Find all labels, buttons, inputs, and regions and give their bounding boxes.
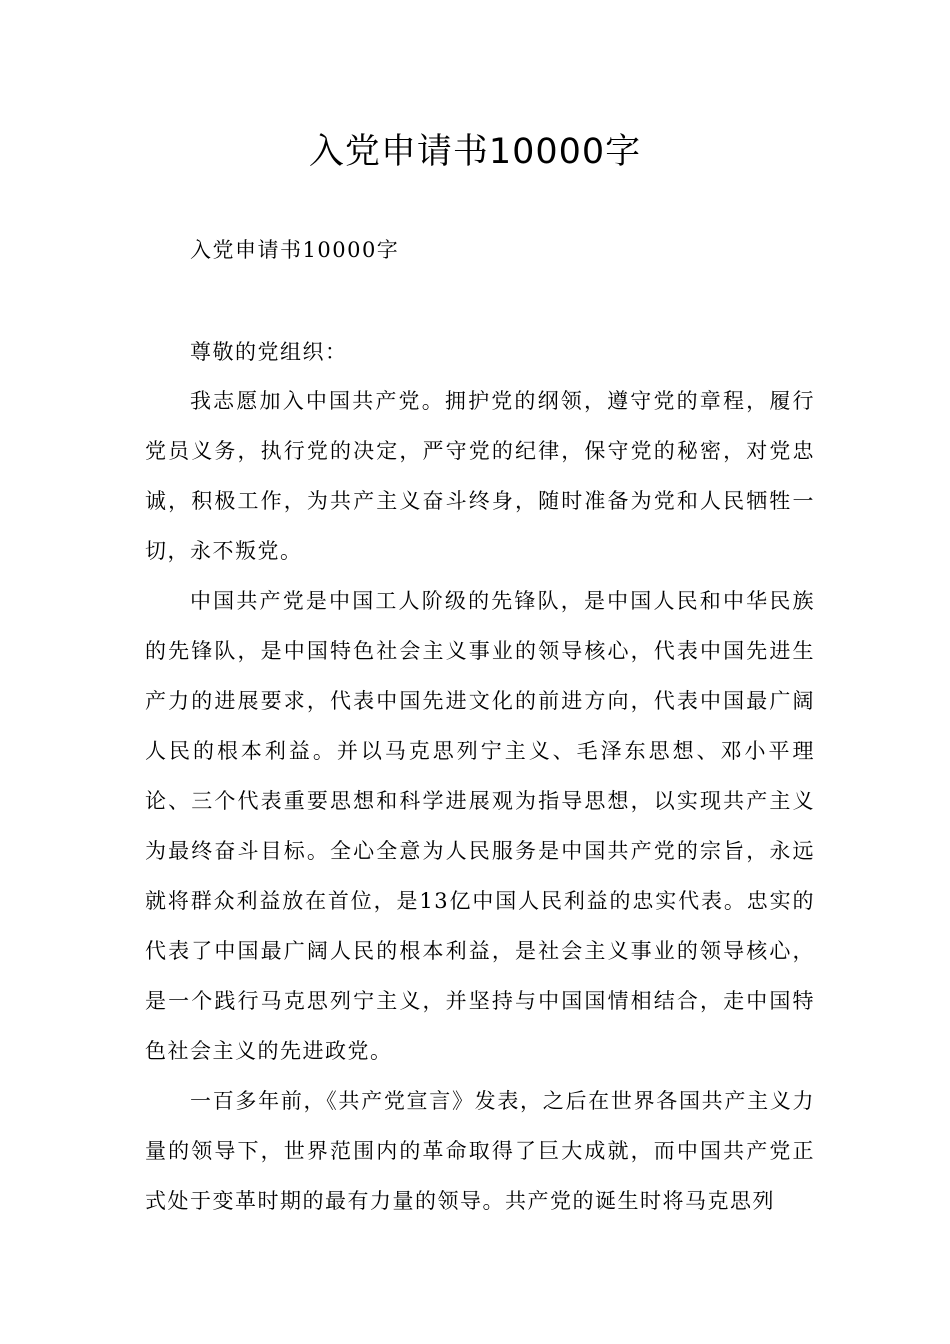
letter-body	[145, 376, 815, 1226]
letter-greeting: 尊敬的党组织：	[190, 340, 348, 364]
body-paragraph: 一百多年前，《共产党宣言》发表，之后在世界各国共产主义力量的领导下，世界范围内的革命取得了巨大成就，而中国共产党正式处于变革时期的最有力量的领导。共产党的诞生时将马克思列	[145, 1089, 815, 1213]
document-subtitle: 入党申请书10000字	[190, 238, 400, 262]
document-title: 入党申请书10000字	[308, 132, 642, 172]
body-paragraph: 我志愿加入中国共产党。拥护党的纲领，遵守党的章程，履行党员义务，执行党的决定，严守党的纪律，保守党的秘密，对党忠诚，积极工作，为共产主义奋斗终身，随时准备为党和人民牺牲一切，永不叛党。	[145, 389, 815, 563]
body-paragraph: 中国共产党是中国工人阶级的先锋队，是中国人民和中华民族的先锋队，是中国特色社会主义事业的领导核心，代表中国先进生产力的进展要求，代表中国先进文化的前进方向，代表中国最广阔人民的根本利益。并以马克思列宁主义、毛泽东思想、邓小平理论、三个代表重要思想和科学进展观为指导思想，以实现共产主义为最终奋斗目标。全心全意为人民服务是中国共产党的宗旨，永远就将群众利益放在首位，是13亿中国人民利益的忠实代表。忠实的代表了中国最广阔人民的根本利益，是社会主义事业的领导核心，是一个践行马克思列宁主义，并坚持与中国国情相结合，走中国特色社会主义的先进政党。	[145, 589, 815, 1063]
